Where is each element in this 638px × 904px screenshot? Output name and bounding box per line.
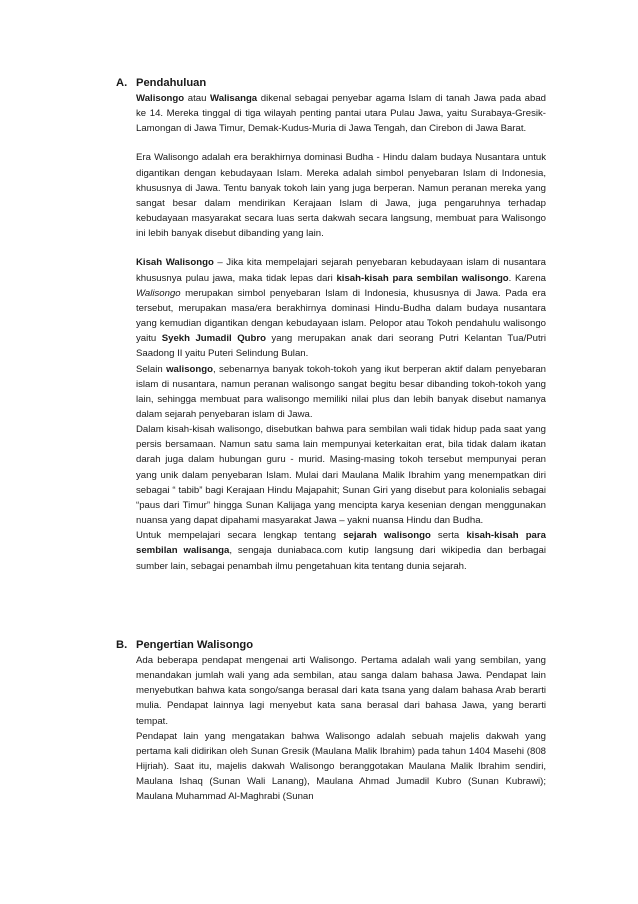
section-b — [116, 638, 546, 805]
text-run: . Karena — [508, 272, 546, 284]
bold-text: kisah-kisah para sembilan walisongo — [336, 272, 509, 284]
bold-text: walisongo — [166, 363, 213, 375]
bold-text: kisah-kisah para sembilan walisanga — [136, 530, 546, 557]
section-a — [116, 76, 546, 574]
section-title: Pendahuluan — [136, 77, 207, 89]
bold-text: Syekh Jumadil Qubro — [161, 333, 266, 345]
text-run: , sebenarnya banyak tokoh-tokoh yang ikut berperan aktif dalam penyebaran islam di nusantara, namun peranan walisongo sangat begitu besar dibanding tokoh-tokoh yang lain, sehingga membuat para walisongo memiliki nilai plus dan lebih banyak disebut namanya dalam sejarah penyebaran islam di Jawa. — [136, 363, 546, 420]
text-run: Dalam kisah-kisah walisongo, disebutkan bahwa para sembilan wali tidak hidup pada saat yang persis bersamaan. Namun satu sama lain mempunyai keterkaitan erat, bila tidak dalam ikatan darah juga dalam hubungan guru - murid. Masing-masing tokoh tersebut mempunyai peran yang unik dalam penyebaran Islam. Mulai dari Maulana Malik Ibrahim yang menempatkan diri sebagai “ tabib” bagi Kerajaan Hindu Majapahit; Sunan Giri yang disebut para kolonialis sebagai “paus dari Timur” hingga Sunan Kalijaga yang mencipta karya kesenian dengan menggunakan nuansa yang dapat dipahami masyarakat Jawa – yakni nuansa Hindu dan Budha. — [136, 424, 546, 527]
text-run: atau — [184, 93, 211, 104]
paragraph — [136, 255, 546, 361]
paragraph — [136, 150, 546, 241]
section-number: A. — [116, 77, 128, 89]
section-body — [136, 653, 546, 805]
section-number: B. — [116, 639, 128, 651]
paragraph — [136, 653, 546, 729]
bold-text: Kisah Walisongo — [136, 257, 214, 269]
text-run: – Jika kita mempelajari sejarah penyebaran kebudayaan islam di nusantara khususnya pulau jawa, maka tidak lepas dari — [136, 257, 546, 284]
paragraph — [136, 422, 546, 528]
italic-text: Walisongo — [136, 287, 181, 299]
text-run: Era Walisongo adalah era berakhirnya dominasi Budha - Hindu dalam budaya Nusantara untuk digantikan dengan kebudayaan Islam. Mereka adalah simbol penyebaran Islam di Indonesia, khususnya di Jawa. Tentu banyak tokoh lain yang juga berperan. Namun peranan mereka yang sangat besar dalam mendirikan Kerajaan Islam di Jawa, juga pengaruhnya terhadap kebudayaan masyarakat secara luas serta dakwah secara langsung, membuat para Walisongo ini lebih banyak disebut dibanding yang lain. — [136, 152, 546, 240]
text-run: Selain — [136, 363, 167, 375]
section-heading — [116, 76, 546, 91]
text-run: , sengaja duniabaca.com kutip langsung dari wikipedia dan berbagai sumber lain, sebagai penambah ilmu pengetahuan kita tentang dunia sejarah. — [136, 545, 546, 572]
bold-text: sejarah walisongo — [343, 530, 431, 542]
bold-text: Walisanga — [210, 93, 258, 104]
text-run: Untuk mempelajari secara lengkap tentang — [136, 530, 344, 542]
paragraph — [136, 528, 546, 573]
text-run: Ada beberapa pendapat mengenai arti Walisongo. Pertama adalah wali yang sembilan, yang menandakan jumlah wali yang ada sembilan, atau sanga dalam bahasa Jawa. Pendapat lain menyebutkan bahwa kata songo/sanga berasal dari kata tsana yang dalam bahasa Arab berarti mulia. Pendapat lainnya lagi menyebut kata sana berasal dari bahasa Jawa, yang berarti tempat. — [136, 655, 546, 727]
paragraph — [136, 362, 546, 423]
section-body — [136, 91, 546, 574]
paragraph — [136, 729, 546, 805]
section-heading — [116, 638, 546, 653]
text-run: merupakan simbol penyebaran Islam di Indonesia, khususnya di Jawa. Pada era tersebut, merupakan masa/era berakhirnya dominasi Hindu-Budha dalam budaya nusantara yang kemudian digantikan dengan kebudayaan islam. Pelopor atau Tokoh pendahulu walisongo yaitu — [136, 287, 546, 345]
text-run: Pendapat lain yang mengatakan bahwa Walisongo adalah sebuah majelis dakwah yang pertama kali didirikan oleh Sunan Gresik (Maulana Malik Ibrahim) pada tahun 1404 Masehi (808 Hijriah). Saat itu, majelis dakwah Walisongo beranggotakan Maulana Malik Ibrahim sendiri, Maulana Ishaq (Sunan Wali Lanang), Maulana Ahmad Jumadil Kubro (Sunan Kubrawi); Maulana Muhammad Al-Maghrabi (Sunan — [136, 730, 546, 803]
section-title: Pengertian Walisongo — [136, 639, 254, 651]
bold-text: Walisongo — [136, 93, 185, 104]
paragraph — [136, 91, 546, 136]
text-run: serta — [430, 530, 467, 542]
text-run: dikenal sebagai penyebar agama Islam di tanah Jawa pada abad ke 14. Mereka tinggal di tiga wilayah penting pantai utara Pulau Jawa, yaitu Surabaya-Gresik-Lamongan di Jawa Timur, Demak-Kudus-Muria di Jawa Tengah, dan Cirebon di Jawa Barat. — [136, 93, 546, 135]
text-run: yang merupakan anak dari seorang Putri Kelantan Tua/Putri Saadong II yaitu Puteri Selindung Bulan. — [136, 333, 546, 360]
